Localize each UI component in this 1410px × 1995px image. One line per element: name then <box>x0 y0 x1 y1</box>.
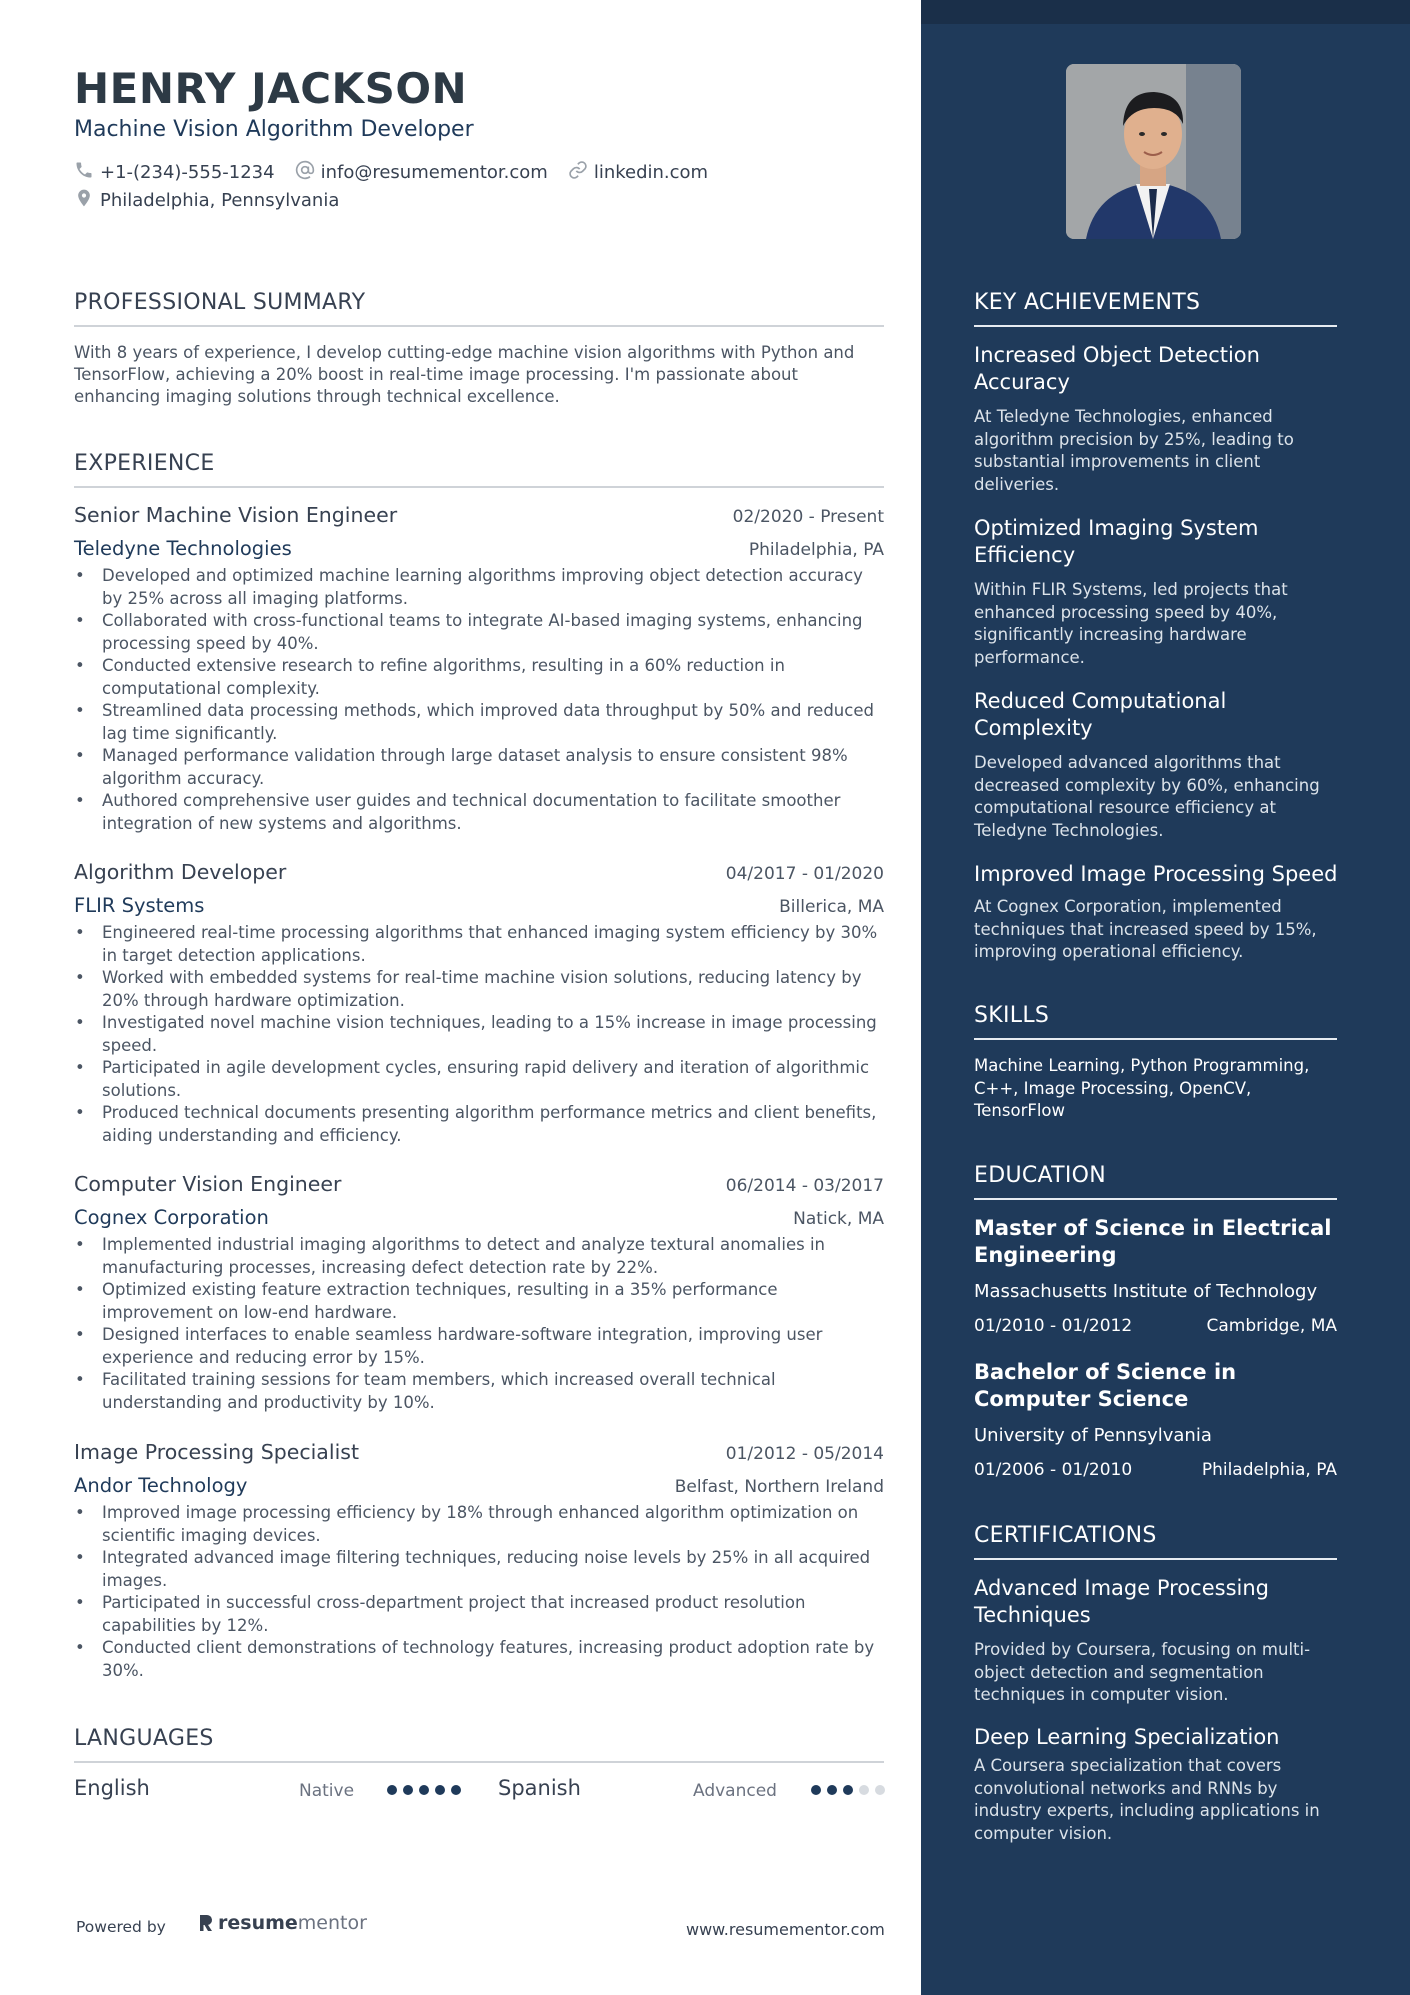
experience-item <box>74 503 884 835</box>
job-bullet: • Streamlined data processing methods, which improved data throughput by 50% and reduced lag time significantly. <box>74 700 884 745</box>
linkedin-contact[interactable] <box>568 160 708 185</box>
logo-mark-icon <box>198 1913 214 1933</box>
candidate-title: Machine Vision Algorithm Developer <box>74 117 474 142</box>
job-role: Computer Vision Engineer <box>74 1172 342 1196</box>
map-pin-icon <box>74 188 100 213</box>
job-company: Teledyne Technologies <box>74 537 292 560</box>
rating-dot-filled <box>403 1785 413 1795</box>
summary-text: With 8 years of experience, I develop cutting-edge machine vision algorithms with Python and TensorFlow, achieving a 20% boost in real-time image processing. I'm passionate about enhancing imaging solutions through technical excellence. <box>74 343 855 406</box>
achievement-title: Improved Image Processing Speed <box>974 862 1338 886</box>
rating-dot-filled <box>387 1785 397 1795</box>
rating-dot-empty <box>859 1785 869 1795</box>
achievement-title: Reduced Computational Complexity <box>974 689 1227 740</box>
job-bullet: • Optimized existing feature extraction techniques, resulting in a 35% performance improvement on low-end hardware. <box>74 1279 884 1324</box>
achievement-text: At Cognex Corporation, implemented techniques that increased speed by 15%, improving operational efficiency. <box>974 897 1317 961</box>
job-dates: 01/2012 - 05/2014 <box>725 1444 884 1464</box>
education-dates: 01/2006 - 01/2010 <box>974 1460 1133 1480</box>
certification-title: Advanced Image Processing Techniques <box>974 1576 1269 1627</box>
job-bullet: • Worked with embedded systems for real-time machine vision solutions, reducing latency by 20% through hardware optimization. <box>74 967 884 1012</box>
job-bullet: • Authored comprehensive user guides and technical documentation to facilitate smoother integration of new systems and algorithms. <box>74 790 884 835</box>
logo-light-text: mentor <box>297 1912 367 1934</box>
job-location: Belfast, Northern Ireland <box>674 1477 884 1497</box>
job-location: Natick, MA <box>793 1209 884 1229</box>
job-bullet: • Facilitated training sessions for team members, which increased overall technical understanding and productivity by 10%. <box>74 1369 884 1414</box>
job-company: FLIR Systems <box>74 894 205 917</box>
sidebar-column <box>921 0 1410 1995</box>
achievement-text: Developed advanced algorithms that decreased complexity by 60%, enhancing computational resource efficiency at Teledyne Technologies. <box>974 753 1320 840</box>
job-dates: 02/2020 - Present <box>732 507 884 527</box>
experience-item <box>74 860 884 1147</box>
logo-bold-text: resume <box>218 1912 298 1934</box>
experience-heading: EXPERIENCE <box>74 451 884 488</box>
language-rating <box>387 1785 467 1795</box>
language-level: Advanced <box>693 1781 777 1801</box>
job-bullet: • Improved image processing efficiency by 18% through enhanced algorithm optimization on scientific imaging devices. <box>74 1502 884 1547</box>
language-rating <box>811 1785 891 1795</box>
certification-text: A Coursera specialization that covers convolutional networks and RNNs by industry experts, including applications in computer vision. <box>974 1756 1320 1843</box>
skills-text: Machine Learning, Python Programming, C++, Image Processing, OpenCV, TensorFlow <box>974 1056 1310 1120</box>
resumementor-logo[interactable] <box>198 1912 367 1934</box>
education-item <box>974 1215 1344 1336</box>
job-bullet: • Produced technical documents presenting algorithm performance metrics and client benefits, aiding understanding and efficiency. <box>74 1102 884 1147</box>
experience-item <box>74 1440 884 1682</box>
certification-title: Deep Learning Specialization <box>974 1725 1280 1749</box>
job-role: Image Processing Specialist <box>74 1440 359 1464</box>
rating-dot-filled <box>419 1785 429 1795</box>
location-row <box>74 188 359 213</box>
education-school: University of Pennsylvania <box>974 1425 1212 1446</box>
skills-heading: SKILLS <box>974 1003 1337 1040</box>
job-bullet: • Collaborated with cross-functional teams to integrate AI-based imaging systems, enhancing processing speed by 40%. <box>74 610 884 655</box>
email-text: info@resumementor.com <box>320 162 548 183</box>
footer-url[interactable]: www.resumementor.com <box>686 1920 885 1939</box>
certification-item <box>974 1575 1344 1707</box>
languages-row <box>74 1776 884 1806</box>
at-sign-icon <box>295 160 321 185</box>
job-bullets <box>74 922 884 1147</box>
achievements-heading: KEY ACHIEVEMENTS <box>974 290 1337 327</box>
education-item <box>974 1359 1344 1480</box>
sidebar-top-band <box>921 0 1410 24</box>
job-bullet: • Designed interfaces to enable seamless hardware-software integration, improving user experience and reducing error by 15%. <box>74 1324 884 1369</box>
languages-heading: LANGUAGES <box>74 1726 884 1763</box>
rating-dot-filled <box>451 1785 461 1795</box>
location-contact <box>74 188 339 213</box>
certification-text: Provided by Coursera, focusing on multi-object detection and segmentation techniques in computer vision. <box>974 1640 1311 1704</box>
job-bullets <box>74 1234 884 1414</box>
job-bullets <box>74 1502 884 1682</box>
achievement-item <box>974 688 1344 842</box>
achievement-text: Within FLIR Systems, led projects that enhanced processing speed by 40%, significantly increasing hardware performance. <box>974 580 1288 667</box>
job-bullets <box>74 565 884 835</box>
education-location: Cambridge, MA <box>1206 1316 1337 1336</box>
email-contact[interactable] <box>295 160 548 185</box>
job-bullet: • Managed performance validation through large dataset analysis to ensure consistent 98% algorithm accuracy. <box>74 745 884 790</box>
job-company: Andor Technology <box>74 1474 248 1497</box>
education-heading: EDUCATION <box>974 1163 1337 1200</box>
achievement-title: Increased Object Detection Accuracy <box>974 343 1260 394</box>
profile-photo <box>1066 64 1241 239</box>
job-dates: 04/2017 - 01/2020 <box>725 864 884 884</box>
job-bullet: • Conducted extensive research to refine algorithms, resulting in a 60% reduction in computational complexity. <box>74 655 884 700</box>
job-location: Billerica, MA <box>779 897 884 917</box>
job-role: Senior Machine Vision Engineer <box>74 503 398 527</box>
powered-by-text: Powered by <box>76 1918 166 1936</box>
job-dates: 06/2014 - 03/2017 <box>725 1176 884 1196</box>
phone-text: +1-(234)-555-1234 <box>100 162 275 183</box>
rating-dot-filled <box>827 1785 837 1795</box>
job-bullet: • Participated in successful cross-department project that increased product resolution capabilities by 12%. <box>74 1592 884 1637</box>
job-location: Philadelphia, PA <box>748 540 884 560</box>
rating-dot-empty <box>875 1785 885 1795</box>
education-school: Massachusetts Institute of Technology <box>974 1281 1318 1302</box>
job-bullet: • Integrated advanced image filtering techniques, reducing noise levels by 25% in all acquired images. <box>74 1547 884 1592</box>
contact-row <box>74 160 728 185</box>
job-company: Cognex Corporation <box>74 1206 269 1229</box>
job-bullet: • Implemented industrial imaging algorithms to detect and analyze textural anomalies in manufacturing processes, increasing defect detection rate by 22%. <box>74 1234 884 1279</box>
education-dates: 01/2010 - 01/2012 <box>974 1316 1133 1336</box>
rating-dot-filled <box>811 1785 821 1795</box>
phone-icon <box>74 160 100 185</box>
language-level: Native <box>299 1781 355 1801</box>
phone-contact <box>74 160 275 185</box>
education-location: Philadelphia, PA <box>1201 1460 1337 1480</box>
achievement-item <box>974 515 1344 669</box>
education-degree: Bachelor of Science in Computer Science <box>974 1360 1237 1411</box>
achievement-item <box>974 861 1344 964</box>
education-degree: Master of Science in Electrical Engineering <box>974 1216 1332 1267</box>
portrait-image <box>1066 64 1241 239</box>
certifications-heading: CERTIFICATIONS <box>974 1523 1337 1560</box>
job-bullet: • Participated in agile development cycles, ensuring rapid delivery and iteration of algorithmic solutions. <box>74 1057 884 1102</box>
achievement-item <box>974 342 1344 496</box>
job-bullet: • Engineered real-time processing algorithms that enhanced imaging system efficiency by 30% in target detection applications. <box>74 922 884 967</box>
rating-dot-filled <box>435 1785 445 1795</box>
summary-heading: PROFESSIONAL SUMMARY <box>74 290 884 327</box>
achievement-text: At Teledyne Technologies, enhanced algorithm precision by 25%, leading to substantial improvements in client deliveries. <box>974 407 1294 494</box>
language-name: English <box>74 1776 150 1800</box>
certification-item <box>974 1724 1344 1845</box>
job-bullet: • Investigated novel machine vision techniques, leading to a 15% increase in image processing speed. <box>74 1012 884 1057</box>
achievement-title: Optimized Imaging System Efficiency <box>974 516 1259 567</box>
experience-item <box>74 1172 884 1414</box>
language-name: Spanish <box>498 1776 581 1800</box>
rating-dot-filled <box>843 1785 853 1795</box>
link-icon <box>568 160 594 185</box>
location-text: Philadelphia, Pennsylvania <box>100 190 340 211</box>
candidate-name: HENRY JACKSON <box>74 64 468 113</box>
job-role: Algorithm Developer <box>74 860 287 884</box>
job-bullet: • Conducted client demonstrations of technology features, increasing product adoption rate by 30%. <box>74 1637 884 1682</box>
linkedin-text: linkedin.com <box>593 162 709 183</box>
job-bullet: • Developed and optimized machine learning algorithms improving object detection accuracy by 25% across all imaging platforms. <box>74 565 884 610</box>
